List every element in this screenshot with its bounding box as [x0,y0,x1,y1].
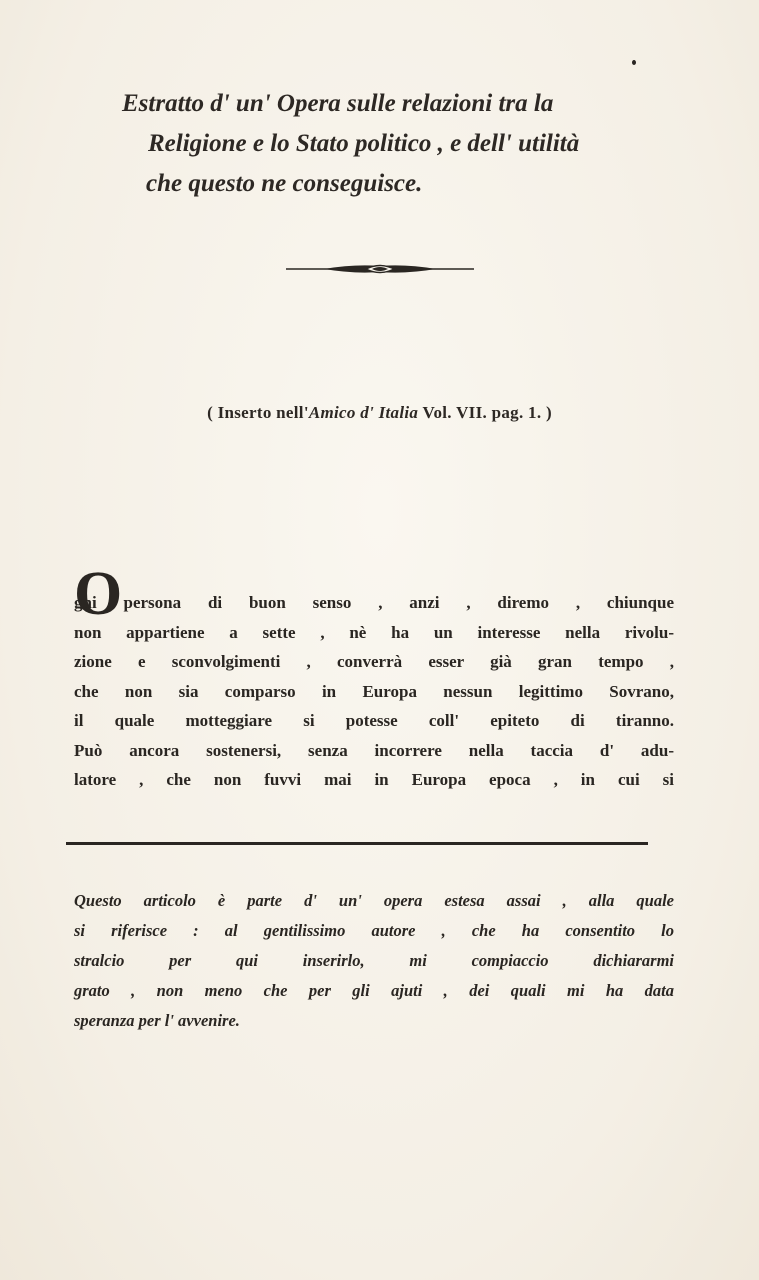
title-line-2: Religione e lo Stato politico , e dell' utilità [148,130,580,157]
body-line: gni persona di buon senso , anzi , diremo , chiunque [74,593,674,612]
footnote-line: Questo articolo è parte d' un' opera estesa assai , alla quale [74,891,674,910]
footnote-line: si riferisce : al gentilissimo autore , che ha consentito lo [74,921,674,940]
footnote-line: speranza per l' avvenire. [74,1011,240,1030]
footnote-line: grato , non meno che per gli ajuti , dei quali mi ha data [74,981,674,1000]
ornament-divider [284,262,476,276]
body-line: Può ancora sostenersi, senza incorrere nella taccia d' adu- [74,740,674,760]
citation-journal: Amico d' Italia [308,403,419,422]
body-line: latore , che non fuvvi mai in Europa epoca , in cui si [74,770,674,789]
source-citation [0,403,759,423]
body-paragraph [74,588,674,795]
citation-rest: Vol. VII. pag. 1. ) [418,403,552,422]
drop-cap: O [74,560,123,628]
citation-open: ( Inserto nell' [207,403,309,422]
body-line: zione e sconvolgimenti , converrà esser già gran tempo , [74,652,674,671]
body-line: che non sia comparso in Europa nessun legittimo Sovrano, [74,681,674,701]
footnote-line: stralcio per qui inserirlo, mi compiaccio dichiararmi [74,951,674,970]
ink-mark [632,60,636,65]
title-line-1: Estratto d' un' Opera sulle relazioni tra la [122,90,554,117]
footnote [74,886,674,1036]
body-line: non appartiene a sette , nè ha un interesse nella rivolu- [74,622,674,642]
article-title [122,84,682,204]
footnote-rule [66,842,648,845]
body-line: il quale motteggiare si potesse coll' epiteto di tiranno. [74,711,674,730]
title-line-3: che questo ne conseguisce. [146,170,423,197]
